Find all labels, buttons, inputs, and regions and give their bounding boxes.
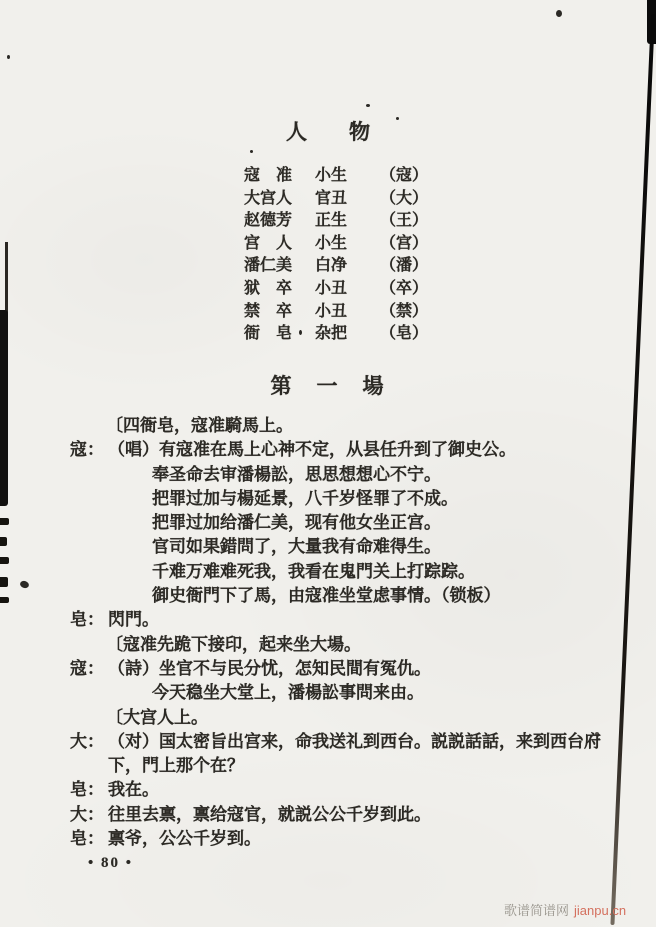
- cast-abbreviation: （寇）: [380, 167, 429, 184]
- dialogue-line: [0, 608, 656, 632]
- cast-character-name: 宫 人: [244, 234, 293, 252]
- stage-direction-text: 〔寇准先跪下接印，起来坐大場。: [106, 634, 361, 654]
- cast-role-type: 白净: [315, 257, 348, 275]
- dialogue-text: 往里去禀，禀给寇官，就説公公千岁到此。: [108, 804, 431, 824]
- dialogue-line: [0, 657, 656, 681]
- dialogue-continuation: [0, 511, 656, 535]
- dialogue-line: [0, 438, 656, 462]
- stage-direction-text: 〔四衙皂，寇准騎馬上。: [106, 416, 293, 435]
- scan-speck: [556, 10, 562, 17]
- cast-role-type: 杂把: [315, 325, 348, 343]
- stage-direction: [0, 633, 656, 657]
- cast-row: [244, 255, 428, 278]
- dialogue-wrapped-line: [0, 754, 656, 778]
- dialogue-line: [0, 730, 656, 754]
- stage-direction: [0, 706, 656, 730]
- cast-abbreviation: （皂）: [380, 325, 429, 343]
- cast-row: [244, 278, 428, 301]
- cast-abbreviation: （潘）: [380, 257, 429, 275]
- cast-row: [244, 323, 428, 346]
- dialogue-text: 御史衙門下了馬，由寇准坐堂虑事情。（锁板）: [152, 586, 501, 606]
- watermark-site-name: 歌谱简谱网: [504, 903, 570, 918]
- cast-role-type: 小生: [315, 167, 348, 184]
- scan-speck: [366, 104, 370, 107]
- cast-role-type: 官丑: [315, 189, 348, 207]
- dialogue-text: 奉圣命去审潘楊訟，思思想想心不宁。: [152, 464, 441, 484]
- dialogue-text: 我在。: [108, 780, 159, 800]
- dialogue-text: （对）国太密旨出宫来，命我送礼到西台。説説話話，来到西台府: [108, 731, 601, 751]
- cast-row: [244, 165, 428, 188]
- watermark: [504, 900, 626, 919]
- dialogue-text: 今天稳坐大堂上，潘楊訟事問来由。: [152, 683, 424, 703]
- cast-character-name: 赵德芳: [244, 212, 293, 230]
- cast-abbreviation: （禁）: [380, 302, 429, 320]
- dialogue-continuation: [0, 681, 656, 705]
- cast-abbreviation: （卒）: [380, 279, 429, 297]
- dialogue-text: 把罪过加与楊延景，八千岁怪罪了不成。: [152, 488, 458, 508]
- speaker-label: 皂：: [70, 610, 104, 630]
- cast-character-name: 狱 卒: [244, 279, 293, 297]
- stage-direction-text: 〔大宫人上。: [106, 707, 208, 727]
- dialogue-text: 禀爷，公公千岁到。: [108, 829, 261, 849]
- cast-role-type: 小丑: [315, 279, 348, 297]
- dialogue-continuation: [0, 584, 656, 608]
- dialogue-text: （唱）有寇准在馬上心神不定，从县任升到了御史公。: [108, 440, 516, 460]
- cast-character-name: 禁 卒: [244, 302, 293, 320]
- cast-row: [244, 301, 428, 324]
- cast-role-type: 小丑: [315, 302, 348, 320]
- cast-abbreviation: （大）: [380, 189, 429, 207]
- speaker-label: 皂：: [70, 829, 104, 849]
- dialogue-line: [0, 827, 656, 851]
- dialogue-line: [0, 803, 656, 827]
- cast-character-name: 衙 皂: [244, 325, 293, 343]
- scan-artifact-left-edge-line-thin: [5, 242, 8, 314]
- cast-row: [244, 210, 428, 233]
- dialogue-continuation: [0, 487, 656, 511]
- stage-direction: [0, 414, 656, 438]
- cast-character-name: 寇 准: [244, 167, 293, 184]
- speaker-label: 皂：: [70, 780, 104, 800]
- scan-speck: [250, 150, 253, 153]
- cast-role-type: 小生: [315, 234, 348, 252]
- dialogue-continuation: [0, 560, 656, 584]
- scan-speck: [7, 55, 10, 59]
- speaker-label: 寇：: [70, 658, 104, 678]
- dialogue-continuation: [0, 535, 656, 559]
- speaker-label: 寇：: [70, 440, 104, 460]
- speaker-label: 大：: [70, 731, 104, 751]
- cast-row: [244, 233, 428, 256]
- cast-role-type: 正生: [315, 212, 348, 230]
- dialogue-text: 閃門。: [108, 610, 159, 630]
- dialogue-text: （詩）坐官不与民分忧，怎知民間有冤仇。: [108, 658, 431, 678]
- dialogue-continuation: [0, 463, 656, 487]
- scene-title: 第 一 場: [270, 374, 386, 398]
- cast-section-title: 人 物: [286, 120, 370, 144]
- cast-character-name: 大宫人: [244, 189, 293, 207]
- script-body: [0, 414, 656, 851]
- dialogue-text: 把罪过加给潘仁美，现有他女坐正宫。: [152, 513, 441, 533]
- cast-row: [244, 188, 428, 211]
- watermark-site-url: jianpu.cn: [574, 903, 627, 918]
- dialogue-text: 官司如果錯問了，大量我有命难得生。: [152, 537, 441, 557]
- dialogue-text: 千难万难难死我，我看在鬼門关上打踪踪。: [152, 561, 475, 581]
- cast-abbreviation: （宫）: [380, 234, 429, 252]
- page-number: • 80 •: [88, 855, 134, 871]
- cast-list: [244, 165, 428, 346]
- dialogue-line: [0, 778, 656, 802]
- dialogue-text: 下，門上那个在？: [108, 756, 244, 776]
- cast-character-name: 潘仁美: [244, 257, 293, 275]
- cast-abbreviation: （王）: [380, 212, 429, 230]
- speaker-label: 大：: [70, 804, 104, 824]
